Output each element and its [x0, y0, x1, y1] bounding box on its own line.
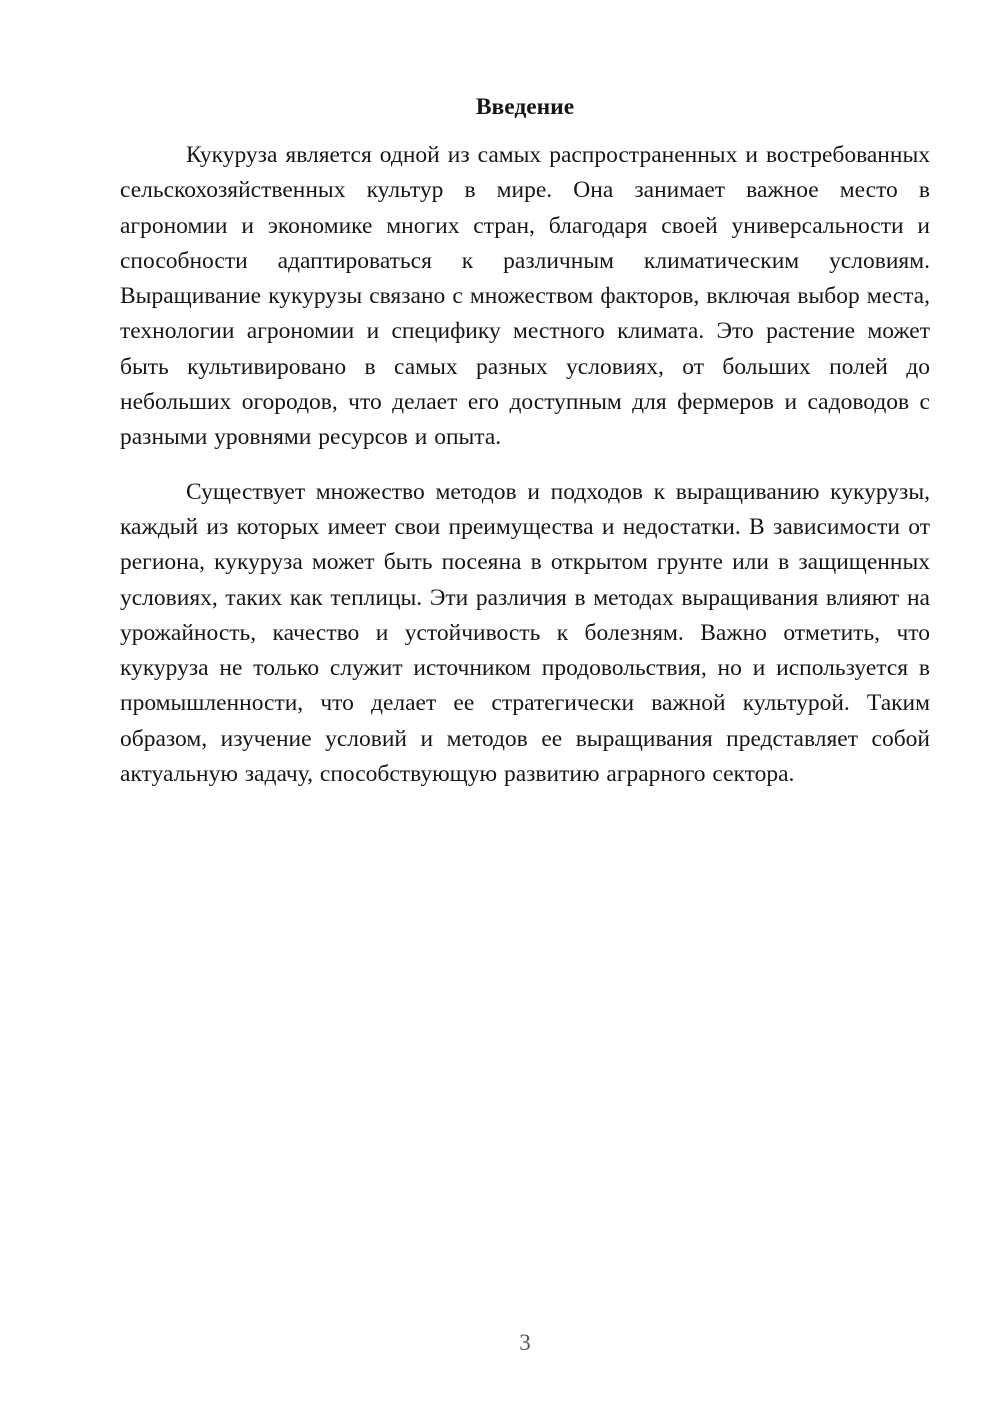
page-title: Введение: [475, 94, 575, 120]
document-content: [120, 90, 930, 792]
page-number: 3: [519, 1330, 531, 1355]
intro-paragraph-2: Существует множество методов и подходов к выращиванию кукурузы, каждый из которых имеет свои преимущества и недостатки. В зависимости от региона, кукуруза может быть посеяна в открытом грунте или в защищенных условиях, таких как теплицы. Эти различия в методах выращивания влияют на урожайность, качество и устойчивость к болезням. Важно отметить, что кукуруза не только служит источником продовольствия, но и используется в промышленности, что делает ее стратегически важной культурой. Таким образом, изучение условий и методов ее выращивания представляет собой актуальную задачу, способствующую развитию аграрного сектора.: [120, 478, 930, 788]
intro-paragraph-1: Кукуруза является одной из самых распространенных и востребованных сельскохозяйственных культур в мире. Она занимает важное место в агрономии и экономике многих стран, благодаря своей универсальности и способности адаптироваться к различным климатическим условиям. Выращивание кукурузы связано с множеством факторов, включая выбор места, технологии агрономии и специфику местного климата. Это растение может быть культивировано в самых разных условиях, от больших полей до небольших огородов, что делает его доступным для фермеров и садоводов с разными уровнями ресурсов и опыта.: [120, 142, 930, 451]
